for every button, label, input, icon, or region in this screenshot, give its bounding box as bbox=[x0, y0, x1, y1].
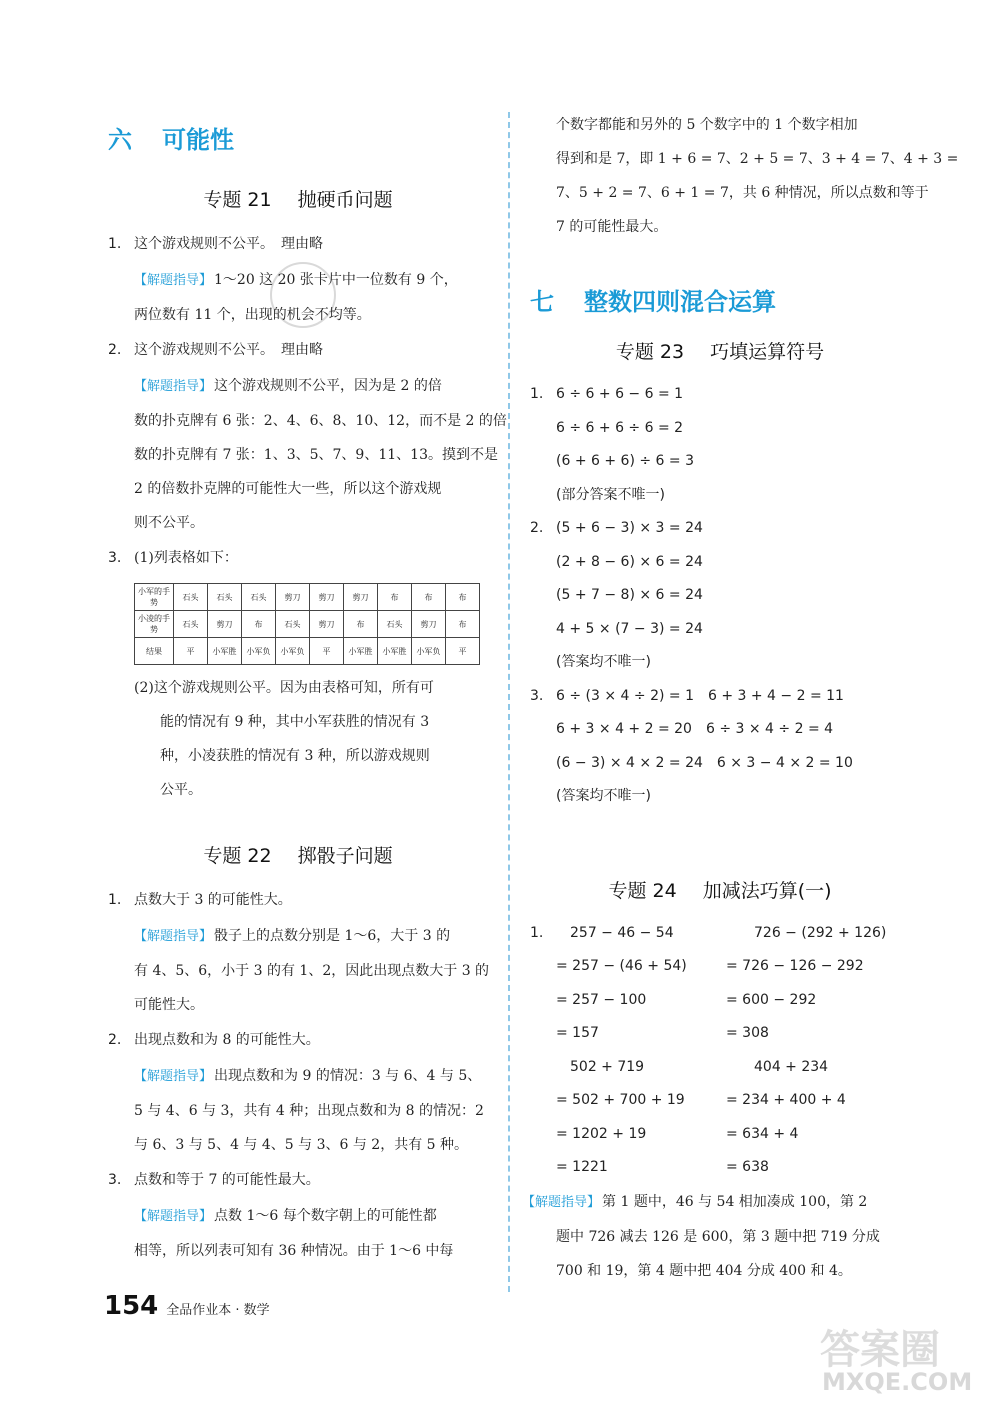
answer-text: 这个游戏规则不公平。 理由略 bbox=[134, 342, 323, 358]
calc-step: = 638 bbox=[726, 1159, 769, 1175]
table-row bbox=[135, 584, 480, 611]
table-cell: 石头 bbox=[276, 611, 310, 638]
t23-question-1 bbox=[530, 378, 910, 412]
calc-step: = 257 − (46 + 54) bbox=[556, 958, 687, 974]
table-cell: 剪刀 bbox=[276, 584, 310, 611]
answer-text: 公平。 bbox=[160, 782, 202, 798]
guide-text: 这个游戏规则不公平，因为是 2 的倍 bbox=[214, 378, 442, 394]
equation: 6 ÷ 6 + 6 − 6 = 1 bbox=[556, 386, 684, 402]
chapter-number: 六 bbox=[108, 126, 132, 154]
table-cell: 布 bbox=[344, 611, 378, 638]
question-number: 2. bbox=[108, 1032, 122, 1048]
table-cell: 小军胜 bbox=[378, 638, 412, 665]
guide-line bbox=[522, 1185, 910, 1220]
calc-step: 257 − 46 − 54 bbox=[570, 924, 674, 941]
t21-question-3 bbox=[108, 540, 488, 577]
calc-step: = 1202 + 19 bbox=[556, 1125, 647, 1142]
answer-text: (1)列表格如下： bbox=[134, 550, 238, 566]
chapter-title: 可能性 bbox=[162, 126, 234, 154]
guide-text: 可能性大。 bbox=[134, 997, 204, 1013]
answer-text: 这个游戏规则不公平。 理由略 bbox=[134, 236, 323, 252]
table-cell: 剪刀 bbox=[208, 611, 242, 638]
guide-text: 两位数有 11 个，出现的机会不均等。 bbox=[134, 307, 371, 323]
page-footer bbox=[104, 1291, 270, 1321]
equation: (5 + 7 − 8) × 6 = 24 bbox=[556, 587, 703, 603]
calc-step: = 234 + 400 + 4 bbox=[726, 1092, 846, 1108]
calc-step: = 1221 bbox=[556, 1159, 608, 1175]
topic-title: 掷骰子问题 bbox=[297, 845, 393, 867]
answer-text: 种，小凌获胜的情况有 3 种，所以游戏规则 bbox=[160, 748, 430, 764]
calc-row bbox=[556, 1051, 886, 1085]
guide-text: 1～20 这 20 张卡片中一位数有 9 个， bbox=[214, 272, 458, 288]
outcome-table bbox=[134, 583, 480, 665]
topic-number: 专题 24 bbox=[608, 879, 677, 902]
calc-row bbox=[556, 1084, 886, 1118]
note: (答案均不唯一) bbox=[556, 788, 651, 804]
equation: 6 + 3 × 4 + 2 = 20 6 ÷ 3 × 4 ÷ 2 = 4 bbox=[556, 721, 834, 737]
topic-number: 专题 22 bbox=[203, 845, 272, 867]
t21-question-2 bbox=[108, 332, 488, 369]
table-cell: 剪刀 bbox=[310, 584, 344, 611]
topic-title: 加减法巧算(一) bbox=[702, 879, 832, 902]
table-cell: 平 bbox=[310, 638, 344, 665]
topic-21-heading bbox=[108, 185, 488, 212]
calculation-block bbox=[556, 917, 886, 1185]
answer-text: 出现点数和为 8 的可能性大。 bbox=[134, 1032, 320, 1048]
topic-title: 抛硬币问题 bbox=[297, 189, 393, 211]
question-number: 2. bbox=[108, 342, 122, 358]
table-cell: 剪刀 bbox=[310, 611, 344, 638]
guide-text: 出现点数和为 9 的情况：3 与 6、4 与 5、 bbox=[214, 1068, 482, 1084]
chapter-number: 七 bbox=[530, 288, 554, 316]
t22-question-2 bbox=[108, 1022, 488, 1059]
equation: 6 ÷ (3 × 4 ÷ 2) = 1 6 + 3 + 4 − 2 = 11 bbox=[556, 687, 844, 704]
topic-number: 专题 23 bbox=[615, 341, 685, 363]
topic-22-heading bbox=[108, 841, 488, 868]
question-number: 1. bbox=[108, 892, 122, 908]
calc-step: = 502 + 700 + 19 bbox=[556, 1092, 685, 1108]
equation: (2 + 8 − 6) × 6 = 24 bbox=[556, 553, 703, 570]
table-cell: 石头 bbox=[242, 584, 276, 611]
guide-text: 第 1 题中，46 与 54 相加凑成 100，第 2 bbox=[602, 1193, 868, 1210]
chapter-6-heading bbox=[108, 120, 488, 155]
t22-question-1 bbox=[108, 882, 488, 919]
question-number: 1. bbox=[530, 924, 544, 941]
table-cell: 石头 bbox=[174, 611, 208, 638]
t23-question-3 bbox=[530, 680, 910, 714]
table-cell: 布 bbox=[412, 584, 446, 611]
calc-row bbox=[556, 1151, 886, 1185]
table-cell: 石头 bbox=[378, 611, 412, 638]
answer-text: 点数和等于 7 的可能性最大。 bbox=[134, 1172, 320, 1188]
calc-row bbox=[556, 984, 886, 1018]
table-cell: 石头 bbox=[174, 584, 208, 611]
table-cell: 小凌的手势 bbox=[135, 611, 174, 638]
calc-step: = 726 − 126 − 292 bbox=[726, 958, 864, 974]
equation: 4 + 5 × (7 − 3) = 24 bbox=[556, 620, 703, 637]
table-cell: 布 bbox=[446, 611, 480, 638]
topic-23-heading bbox=[530, 337, 910, 364]
guide-line bbox=[108, 1199, 488, 1234]
guide-text: 则不公平。 bbox=[134, 515, 204, 531]
table-cell: 小军的手势 bbox=[135, 584, 174, 611]
guide-label: 【解题指导】 bbox=[522, 1194, 601, 1210]
question-number: 1. bbox=[530, 386, 544, 402]
table-cell: 布 bbox=[242, 611, 276, 638]
guide-text: 与 6、3 与 5、4 与 4、5 与 3、6 与 2，共有 5 种。 bbox=[134, 1137, 469, 1153]
equation: (6 − 3) × 4 × 2 = 24 6 × 3 − 4 × 2 = 10 bbox=[556, 754, 853, 771]
topic-24-heading bbox=[530, 876, 910, 903]
equation: (6 + 6 + 6) ÷ 6 = 3 bbox=[556, 453, 694, 469]
t22-question-3 bbox=[108, 1162, 488, 1199]
guide-text: 相等，所以列表可知有 36 种情况。由于 1～6 中每 bbox=[134, 1243, 454, 1259]
continued-text: 7 的可能性最大。 bbox=[556, 219, 668, 235]
table-cell: 小军负 bbox=[242, 638, 276, 665]
guide-text: 骰子上的点数分别是 1～6，大于 3 的 bbox=[214, 928, 451, 944]
t24-question-1 bbox=[530, 917, 910, 1185]
question-number: 3. bbox=[108, 1172, 122, 1188]
calc-step: = 308 bbox=[726, 1025, 769, 1041]
answer-text: (2)这个游戏规则公平。因为由表格可知，所有可 bbox=[134, 680, 434, 696]
question-number: 1. bbox=[108, 236, 122, 252]
guide-text: 有 4、5、6，小于 3 的有 1、2，因此出现点数大于 3 的 bbox=[134, 963, 490, 979]
guide-label: 【解题指导】 bbox=[134, 273, 213, 288]
guide-text: 点数 1～6 每个数字朝上的可能性都 bbox=[214, 1208, 437, 1224]
calc-row bbox=[556, 917, 886, 951]
table-cell: 小军负 bbox=[412, 638, 446, 665]
left-column bbox=[108, 120, 507, 1268]
guide-label: 【解题指导】 bbox=[134, 1069, 213, 1084]
calc-step: 502 + 719 bbox=[570, 1058, 645, 1075]
calc-row bbox=[556, 950, 886, 984]
guide-text: 数的扑克牌有 7 张：1、3、5、7、9、11、13。摸到不是 bbox=[134, 447, 498, 463]
guide-text: 700 和 19，第 4 题中把 404 分成 400 和 4。 bbox=[556, 1262, 852, 1279]
guide-line bbox=[108, 263, 488, 298]
table-cell: 布 bbox=[378, 584, 412, 611]
t23-question-2 bbox=[530, 512, 910, 546]
guide-label: 【解题指导】 bbox=[134, 379, 213, 394]
guide-label: 【解题指导】 bbox=[134, 1209, 213, 1224]
calc-step: 726 − (292 + 126) bbox=[754, 924, 887, 941]
table-cell: 布 bbox=[446, 584, 480, 611]
book-title: 全品作业本 · 数学 bbox=[166, 1303, 270, 1318]
guide-text: 数的扑克牌有 6 张：2、4、6、8、10、12，而不是 2 的倍 bbox=[134, 413, 507, 429]
table-cell: 剪刀 bbox=[412, 611, 446, 638]
chapter-7-heading bbox=[530, 282, 910, 317]
right-column bbox=[522, 108, 959, 1288]
page-number: 154 bbox=[104, 1291, 159, 1321]
watermark-url: MXQE.COM bbox=[822, 1368, 973, 1396]
table-cell: 小军负 bbox=[276, 638, 310, 665]
guide-line bbox=[108, 1059, 488, 1094]
guide-text: 2 的倍数扑克牌的可能性大一些，所以这个游戏规 bbox=[134, 481, 442, 497]
table-cell: 小军胜 bbox=[344, 638, 378, 665]
answer-text: 点数大于 3 的可能性大。 bbox=[134, 892, 292, 908]
calc-step: = 157 bbox=[556, 1025, 599, 1041]
question-number: 2. bbox=[530, 520, 544, 536]
continued-text: 得到和是 7，即 1 + 6 = 7、2 + 5 = 7、3 + 4 = 7、4 + 3 = bbox=[556, 151, 959, 167]
watermark-brand: 答案圈 bbox=[820, 1327, 940, 1373]
table-cell: 平 bbox=[174, 638, 208, 665]
equation: 6 ÷ 6 + 6 ÷ 6 = 2 bbox=[556, 419, 684, 436]
calc-step: = 600 − 292 bbox=[726, 991, 817, 1008]
topic-title: 巧填运算符号 bbox=[710, 341, 825, 363]
equation: (5 + 6 − 3) × 3 = 24 bbox=[556, 520, 703, 536]
table-cell: 结果 bbox=[135, 638, 174, 665]
topic-number: 专题 21 bbox=[203, 189, 272, 211]
calc-step: = 257 − 100 bbox=[556, 991, 647, 1008]
table-row bbox=[135, 611, 480, 638]
question-number: 3. bbox=[108, 550, 122, 566]
answer-text: 能的情况有 9 种，其中小军获胜的情况有 3 bbox=[160, 714, 430, 730]
guide-text: 5 与 4、6 与 3，共有 4 种；出现点数和为 8 的情况：2 bbox=[134, 1103, 484, 1119]
table-cell: 剪刀 bbox=[344, 584, 378, 611]
calc-row bbox=[556, 1118, 886, 1152]
calc-step: 404 + 234 bbox=[754, 1058, 829, 1075]
guide-line bbox=[108, 369, 488, 404]
table-row bbox=[135, 638, 480, 665]
note: (部分答案不唯一) bbox=[556, 486, 665, 503]
table-cell: 石头 bbox=[208, 584, 242, 611]
calc-row bbox=[556, 1017, 886, 1051]
guide-line bbox=[108, 919, 488, 954]
calc-step: = 634 + 4 bbox=[726, 1125, 799, 1142]
t21-question-1 bbox=[108, 226, 488, 263]
continued-text: 7、5 + 2 = 7、6 + 1 = 7，共 6 种情况，所以点数和等于 bbox=[556, 185, 929, 201]
continued-text: 个数字都能和另外的 5 个数字中的 1 个数字相加 bbox=[556, 117, 858, 133]
table-cell: 小军胜 bbox=[208, 638, 242, 665]
guide-text: 题中 726 减去 126 是 600，第 3 题中把 719 分成 bbox=[556, 1228, 880, 1245]
guide-label: 【解题指导】 bbox=[134, 929, 213, 944]
question-number: 3. bbox=[530, 687, 544, 704]
chapter-title: 整数四则混合运算 bbox=[584, 288, 776, 316]
table-cell: 平 bbox=[446, 638, 480, 665]
column-divider bbox=[508, 112, 510, 1292]
note: (答案均不唯一) bbox=[556, 654, 651, 670]
